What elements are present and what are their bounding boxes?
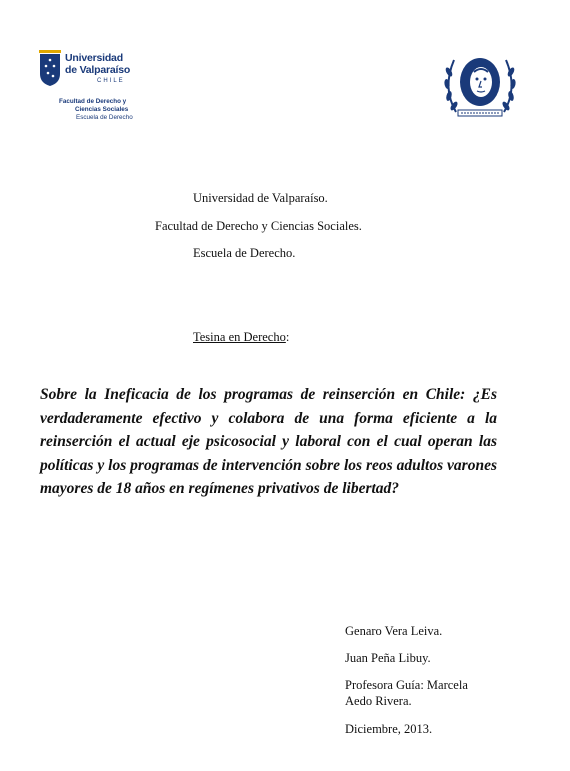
- university-name-line1: Universidad: [65, 52, 123, 64]
- university-shield-icon: [39, 50, 61, 86]
- faculty-line3: Escuela de Derecho: [76, 114, 133, 121]
- university-name-line2: de Valparaíso: [65, 64, 131, 76]
- thesis-type-text: Tesina en Derecho: [193, 330, 286, 344]
- university-line: Universidad de Valparaíso.: [193, 191, 328, 205]
- faculty-line: Facultad de Derecho y Ciencias Sociales.: [155, 219, 362, 233]
- university-country: CHILE: [97, 78, 125, 84]
- school-line: Escuela de Derecho.: [193, 246, 296, 260]
- thesis-type-colon: :: [285, 330, 290, 344]
- faculty-line1: Facultad de Derecho y: [59, 98, 127, 105]
- faculty-line2: Ciencias Sociales: [75, 106, 129, 113]
- date-line: Diciembre, 2013.: [345, 722, 433, 736]
- author-1: Genaro Vera Leiva.: [345, 624, 443, 638]
- advisor-line1: Profesora Guía: Marcela: [345, 678, 468, 692]
- thesis-type-label: [193, 330, 289, 345]
- university-logo: [39, 48, 139, 128]
- author-2: Juan Peña Libuy.: [345, 651, 431, 665]
- faculty-seal-icon: [440, 48, 520, 122]
- advisor-line2: Aedo Rivera.: [345, 694, 412, 708]
- thesis-title: Sobre la Ineficacia de los programas de reinserción en Chile: ¿Es verdaderamente efectivo y colabora de una forma eficiente a la reinserción el actual eje psicosocial y laboral con el cual operan las políticas y los programas de intervención sobre los reos adultos varones mayores de 18 años en regímenes privativos de libertad?: [40, 386, 497, 497]
